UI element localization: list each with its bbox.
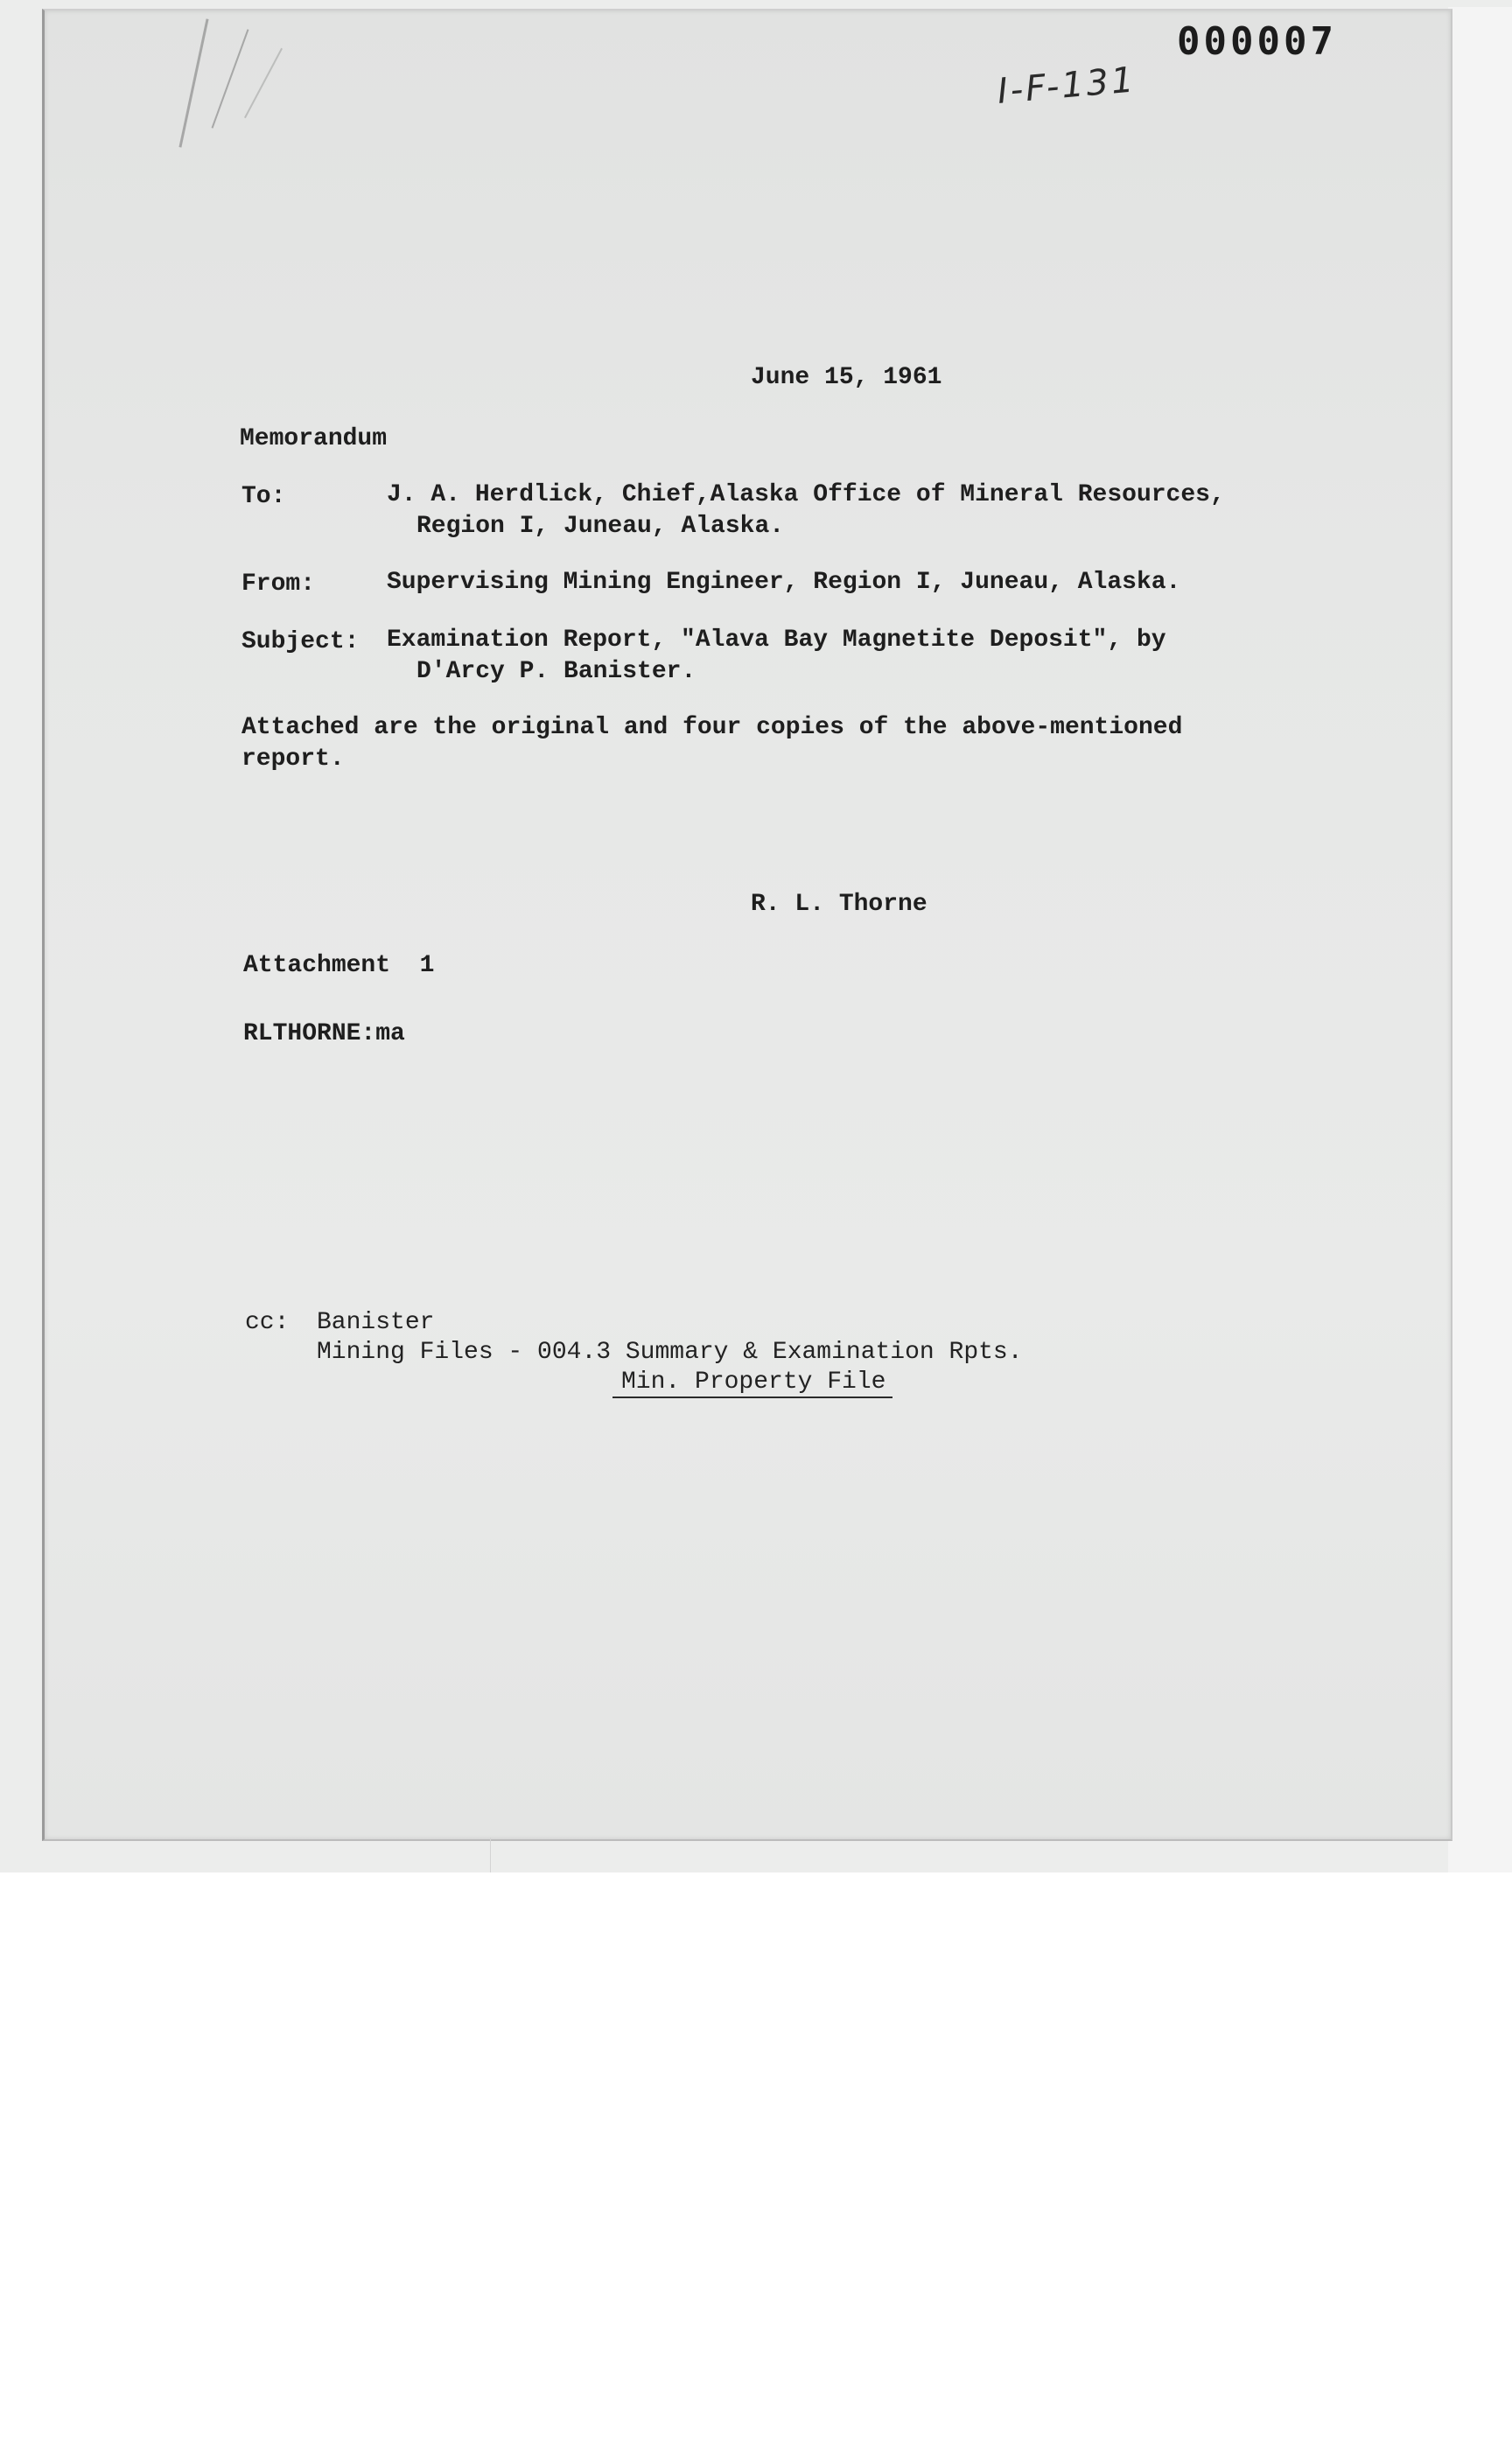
scan-edge — [1448, 7, 1512, 1872]
typist-initials: RLTHORNE:ma — [243, 1020, 405, 1047]
handwritten-file-reference: I-F-131 — [995, 60, 1138, 112]
from-label: From: — [242, 570, 316, 598]
subject-line-1: Examination Report, "Alava Bay Magnetite Deposit", by — [387, 626, 1166, 654]
scan-fold-line — [490, 1838, 491, 1872]
memo-type: Memorandum — [240, 425, 388, 452]
memo-date: June 15, 1961 — [751, 364, 942, 391]
memo-page — [42, 9, 1452, 1841]
cc-underline — [612, 1396, 892, 1398]
cc-recipient-3: Min. Property File — [621, 1368, 886, 1396]
cc-recipient-2: Mining Files - 004.3 Summary & Examination Rpts. — [317, 1339, 1023, 1366]
from-sender: Supervising Mining Engineer, Region I, Juneau, Alaska. — [387, 569, 1181, 596]
document-number: 000007 — [1177, 19, 1337, 64]
cc-label: cc: — [245, 1309, 290, 1336]
to-recipient-line-1: J. A. Herdlick, Chief,Alaska Office of Mineral Resources, — [387, 481, 1225, 508]
cc-recipient-1: Banister — [317, 1309, 435, 1336]
attachment-line: Attachment 1 — [243, 952, 435, 979]
subject-label: Subject: — [242, 628, 360, 655]
signature-name: R. L. Thorne — [751, 891, 928, 918]
to-recipient-line-2: Region I, Juneau, Alaska. — [416, 513, 785, 540]
to-label: To: — [242, 483, 286, 510]
body-line-1: Attached are the original and four copies of the above-mentioned — [242, 714, 1183, 741]
body-line-2: report. — [242, 746, 345, 773]
subject-line-2: D'Arcy P. Banister. — [416, 658, 696, 685]
